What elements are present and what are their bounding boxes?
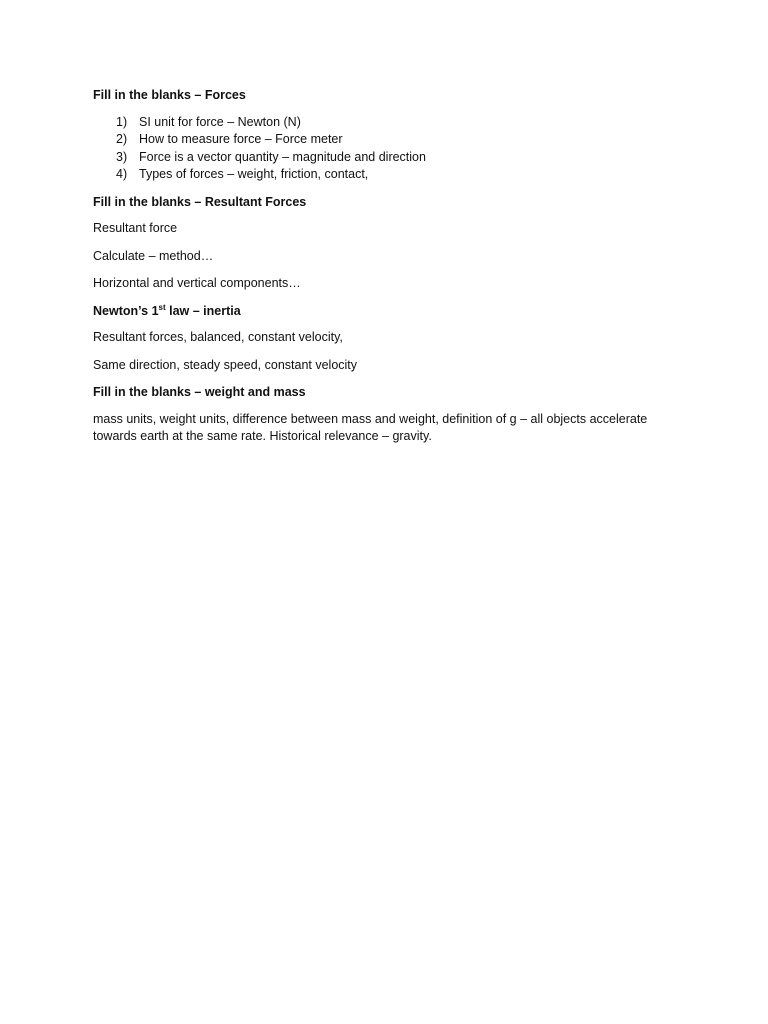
- heading-text-pre: Newton’s 1: [93, 303, 159, 318]
- list-item-text: Types of forces – weight, friction, contact,: [139, 167, 369, 181]
- list-item: [93, 114, 693, 132]
- balanced-forces-line: Resultant forces, balanced, constant velocity,: [93, 330, 343, 344]
- list-item: [93, 149, 693, 167]
- list-item-number: 1): [116, 114, 128, 129]
- list-item-text: Force is a vector quantity – magnitude and direction: [139, 149, 426, 164]
- resultant-forces-heading: Fill in the blanks – Resultant Forces: [93, 194, 307, 209]
- calculate-method-line: Calculate – method…: [93, 248, 214, 263]
- resultant-force-line: Resultant force: [93, 221, 178, 235]
- weight-mass-heading: Fill in the blanks – weight and mass: [93, 385, 306, 399]
- list-item-number: 4): [116, 167, 128, 181]
- forces-list: [93, 114, 693, 184]
- weight-mass-paragraph: mass units, weight units, difference between mass and weight, definition of g – all objects accelerate towards earth at the same rate. Historical relevance – gravity.: [93, 411, 648, 443]
- forces-heading: Fill in the blanks – Forces: [93, 88, 246, 102]
- newtons-first-law-heading: [93, 303, 693, 321]
- heading-text-post: law – inertia: [165, 303, 241, 318]
- list-item: [93, 131, 693, 149]
- components-line: Horizontal and vertical components…: [93, 276, 301, 290]
- list-item-number: 3): [116, 149, 128, 164]
- list-item-text: How to measure force – Force meter: [139, 132, 343, 146]
- list-item-number: 2): [116, 132, 128, 146]
- steady-speed-line: Same direction, steady speed, constant velocity: [93, 357, 358, 372]
- document-page: [93, 87, 693, 456]
- superscript-st: st: [158, 302, 166, 312]
- list-item: [93, 166, 693, 184]
- list-item-text: SI unit for force – Newton (N): [139, 114, 301, 129]
